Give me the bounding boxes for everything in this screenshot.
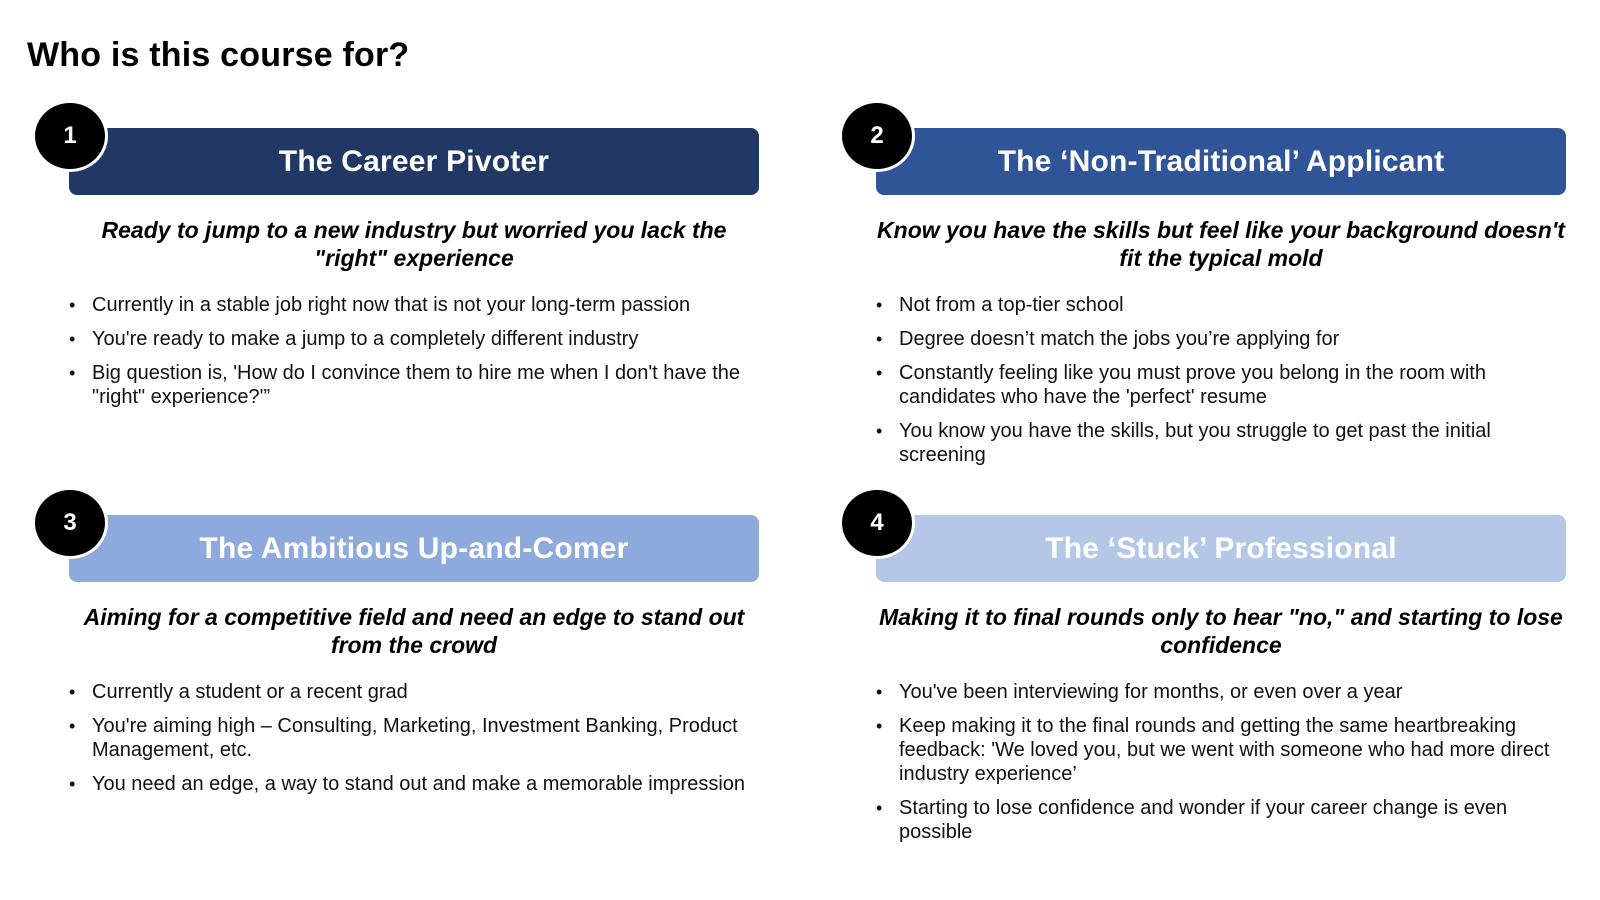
persona-title-bar: The ‘Non-Traditional’ Applicant <box>876 128 1566 195</box>
persona-bullet: • Currently a student or a recent grad <box>69 680 759 704</box>
persona-card-non-traditional-applicant <box>842 103 1565 466</box>
persona-title-bar: The Career Pivoter <box>69 128 759 195</box>
persona-bullet: • You've been interviewing for months, or even over a year <box>876 680 1566 704</box>
persona-card-career-pivoter <box>35 103 740 463</box>
persona-bullet: • Starting to lose confidence and wonder if your career change is even possible <box>876 796 1566 844</box>
persona-tagline: Aiming for a competitive field and need an edge to stand out from the crowd <box>83 604 745 658</box>
persona-tagline: Making it to final rounds only to hear "no," and starting to lose confidence <box>879 604 1563 658</box>
persona-title-bar: The ‘Stuck’ Professional <box>876 515 1566 582</box>
persona-tagline: Know you have the skills but feel like your background doesn't fit the typical mold <box>877 217 1565 271</box>
persona-number-badge: 2 <box>842 103 912 169</box>
persona-bullet: • Constantly feeling like you must prove you belong in the room with candidates who have the 'perfect' resume <box>876 361 1566 409</box>
persona-title-bar: The Ambitious Up-and-Comer <box>69 515 759 582</box>
persona-number-badge: 3 <box>35 490 105 556</box>
persona-bullet: • You know you have the skills, but you struggle to get past the initial screening <box>876 419 1566 467</box>
persona-bullet: • You need an edge, a way to stand out and make a memorable impression <box>69 772 759 796</box>
persona-bullet: • Currently in a stable job right now that is not your long-term passion <box>69 293 759 317</box>
persona-tagline: Ready to jump to a new industry but worried you lack the "right" experience <box>101 217 727 271</box>
persona-bullet: • Not from a top-tier school <box>876 293 1566 317</box>
persona-bullet: • You're ready to make a jump to a completely different industry <box>69 327 759 351</box>
persona-bullet-list <box>69 293 759 419</box>
persona-bullet-list <box>876 293 1566 477</box>
persona-bullet-list <box>69 680 759 806</box>
persona-bullet: • Degree doesn’t match the jobs you’re applying for <box>876 327 1566 351</box>
page-title: Who is this course for? <box>27 36 410 74</box>
persona-card-stuck-professional <box>842 490 1563 850</box>
persona-bullet-list <box>876 680 1566 854</box>
persona-card-ambitious-up-and-comer <box>35 490 746 850</box>
persona-bullet: • You're aiming high – Consulting, Marketing, Investment Banking, Product Management, etc. <box>69 714 759 762</box>
persona-number-badge: 1 <box>35 103 105 169</box>
persona-number-badge: 4 <box>842 490 912 556</box>
persona-bullet: • Keep making it to the final rounds and getting the same heartbreaking feedback: 'We loved you, but we went with someone who had more direct industry experience’ <box>876 714 1566 786</box>
persona-bullet: • Big question is, 'How do I convince them to hire me when I don't have the "right" experience?'” <box>69 361 759 409</box>
